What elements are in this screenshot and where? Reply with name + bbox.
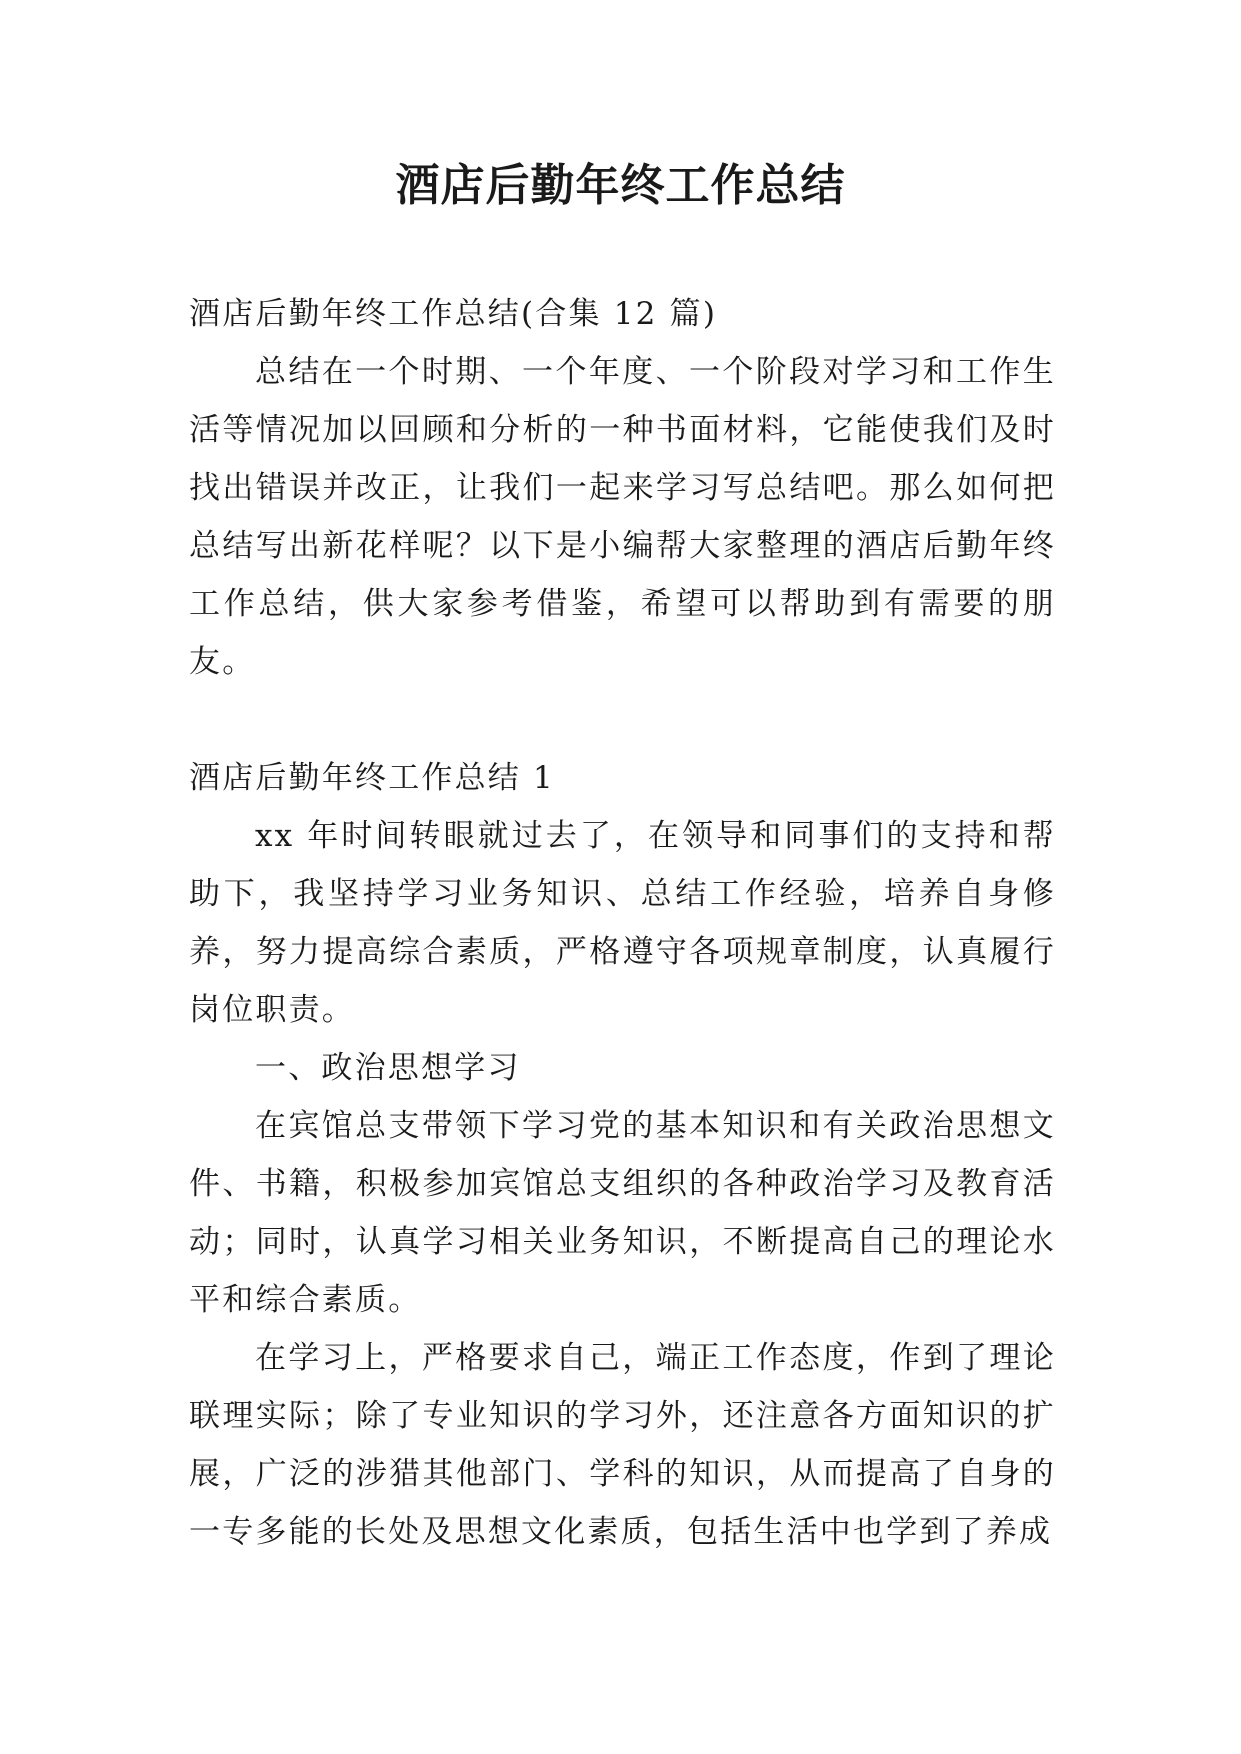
section-spacer <box>189 691 1056 749</box>
body-paragraph: 在学习上，严格要求自己，端正工作态度，作到了理论联理实际；除了专业知识的学习外，还注意各方面知识的扩展，广泛的涉猎其他部门、学科的知识，从而提高了自身的一专多能的长处及思想文化素质，包括生活中也学到了养成 <box>189 1340 1056 1550</box>
body-paragraph: 在宾馆总支带领下学习党的基本知识和有关政治思想文件、书籍，积极参加宾馆总支组织的各种政治学习及教育活动；同时，认真学习相关业务知识，不断提高自己的理论水平和综合素质。 <box>189 1108 1056 1318</box>
subheading: 一、政治思想学习 <box>255 1050 521 1086</box>
collection-heading: 酒店后勤年终工作总结(合集 12 篇) <box>189 296 718 332</box>
intro-paragraph: 总结在一个时期、一个年度、一个阶段对学习和工作生活等情况加以回顾和分析的一种书面材料，它能使我们及时找出错误并改正，让我们一起来学习写总结吧。那么如何把总结写出新花样呢？以下是小编帮大家整理的酒店后勤年终工作总结，供大家参考借鉴，希望可以帮助到有需要的朋友。 <box>189 354 1056 680</box>
document-body <box>189 285 1056 1561</box>
section-heading: 酒店后勤年终工作总结 1 <box>189 760 555 796</box>
body-paragraph: xx 年时间转眼就过去了，在领导和同事们的支持和帮助下，我坚持学习业务知识、总结工作经验，培养自身修养，努力提高综合素质，严格遵守各项规章制度，认真履行岗位职责。 <box>189 818 1056 1028</box>
document-title: 酒店后勤年终工作总结 <box>395 160 846 211</box>
